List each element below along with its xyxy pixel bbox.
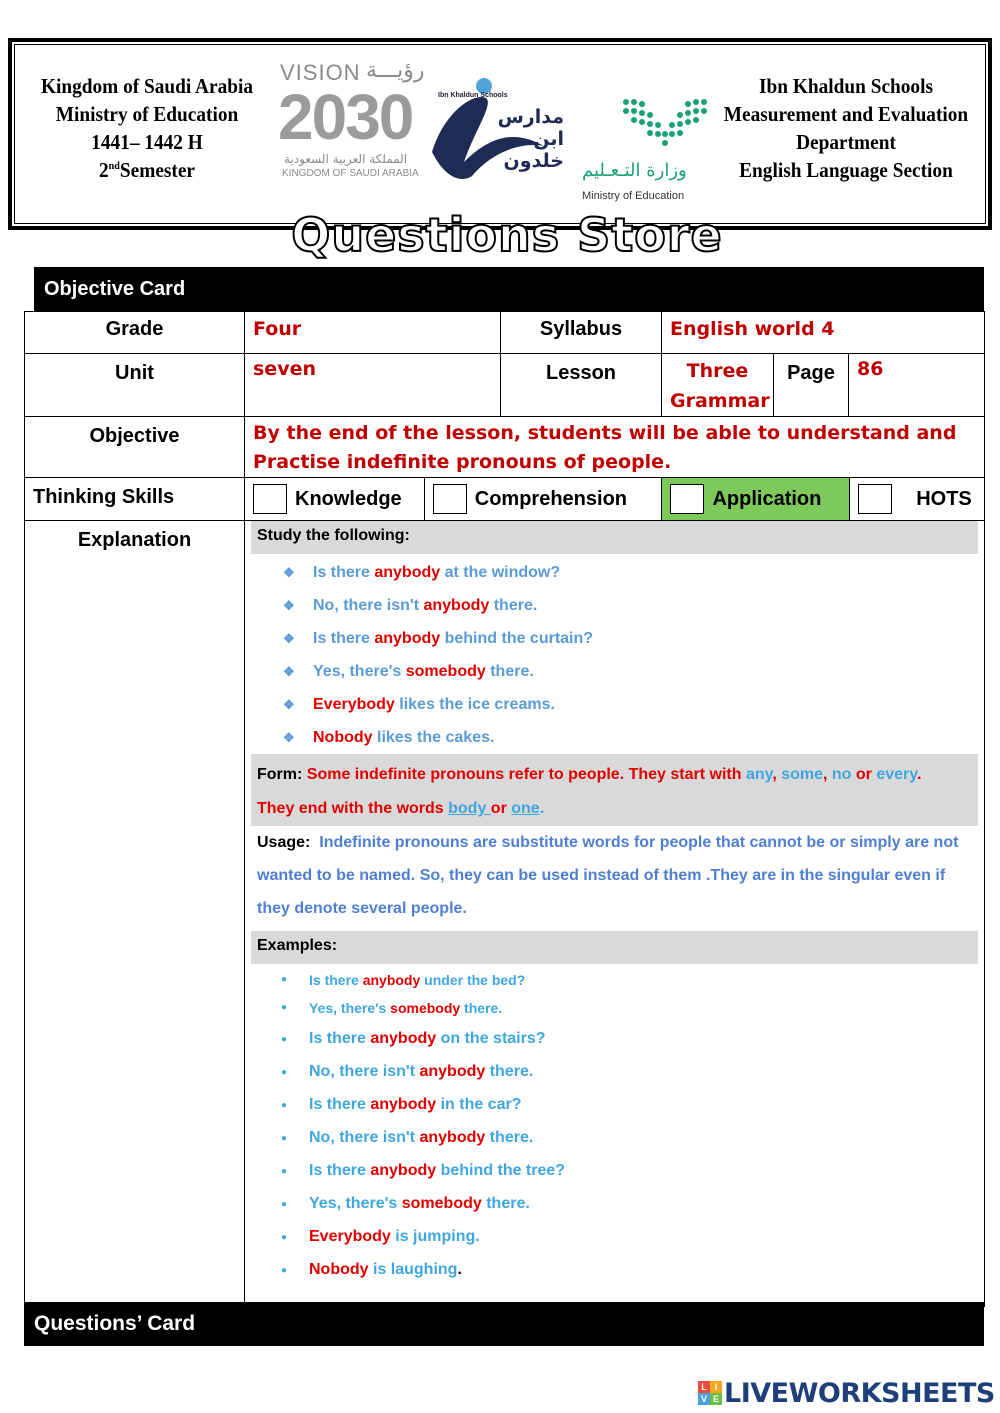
objective-card-bar: Objective Card [34, 267, 984, 311]
example-text: No, there isn't [309, 1063, 420, 1080]
examples-heading: Examples: [251, 931, 978, 964]
icon-letter: V [698, 1393, 710, 1405]
list-item [245, 1055, 984, 1088]
study-list [245, 556, 984, 754]
moe-arabic: وزارة التـعـليم [582, 160, 687, 181]
questions-card-bar: Questions’ Card [24, 1302, 984, 1346]
lesson-value-line: Grammar [670, 390, 770, 412]
vision-2030-logo [274, 56, 425, 179]
skill-label: Comprehension [474, 487, 628, 510]
form-text: They end with the words [257, 800, 449, 817]
example-text: on the stairs? [436, 1030, 546, 1047]
school-small-text: Ibn Khaldun Schools [438, 92, 508, 99]
skill-checkbox[interactable] [858, 484, 892, 514]
study-pronoun: Everybody [313, 696, 395, 713]
example-text: Is there [309, 1030, 371, 1047]
semester-number: 2 [98, 158, 109, 182]
study-text: there. [485, 663, 534, 680]
example-period: . [457, 1261, 462, 1278]
example-pronoun: Everybody [309, 1228, 391, 1245]
list-item [245, 1187, 984, 1220]
skill-label: HOTS [916, 487, 972, 510]
skill-checkbox[interactable] [670, 484, 704, 514]
header-left-line: Kingdom of Saudi Arabia [40, 74, 254, 98]
liveworksheets-logo[interactable] [698, 1377, 995, 1409]
study-pronoun: anybody [374, 630, 441, 647]
example-text: No, there isn't [309, 1129, 420, 1146]
form-some: some [781, 766, 824, 783]
usage-block: Usage: Indefinite pronouns are substitute words for people that cannot be or simply are not wanted to be named. So, they can be used instead of them .They are in the singular even if they denote several people. [257, 834, 959, 917]
skill-checkbox[interactable] [433, 484, 467, 514]
thinking-skills-options [245, 478, 985, 521]
list-item [245, 1022, 984, 1055]
study-text: likes the ice creams. [394, 696, 555, 713]
example-pronoun: anybody [370, 1030, 437, 1047]
skill-application[interactable] [662, 478, 850, 520]
header-left-line: Ministry of Education [55, 102, 239, 126]
objective-label: Objective [25, 417, 245, 478]
page-value: 86 [849, 354, 985, 417]
syllabus-label: Syllabus [501, 312, 662, 354]
vision-english-country: KINGDOM OF SAUDI ARABIA [282, 168, 419, 179]
thinking-skills-label: Thinking Skills [25, 478, 245, 521]
example-pronoun: Nobody [309, 1261, 369, 1278]
form-label: Form [257, 766, 297, 783]
skill-label: Knowledge [295, 487, 402, 510]
school-arabic-line: ابن خلدون [503, 128, 564, 172]
ibn-khaldun-logo [424, 72, 564, 192]
example-text: there. [485, 1129, 534, 1146]
vision-arabic-word: رؤيـــة [366, 58, 425, 83]
list-item [245, 622, 984, 655]
icon-letter: I [710, 1381, 722, 1393]
school-header [8, 38, 992, 262]
usage-label: Usage [257, 834, 306, 851]
example-text: Is there [309, 972, 363, 988]
list-item [245, 966, 984, 994]
list-item [245, 589, 984, 622]
form-block: Form: Some indefinite pronouns refer to people. They start with any, some, no or every. They end with the words body or one. [251, 754, 978, 826]
study-pronoun: anybody [423, 597, 490, 614]
form-or: or [855, 766, 872, 783]
form-text: Some indefinite pronouns refer to people. They start with [306, 766, 746, 783]
study-text: likes the cakes. [372, 729, 495, 746]
example-pronoun: somebody [390, 1000, 461, 1016]
school-arabic-name [492, 106, 564, 172]
lesson-value-line: Three [686, 360, 749, 382]
form-any: any [745, 766, 773, 783]
study-text: Is there [313, 630, 375, 647]
study-pronoun: anybody [374, 564, 441, 581]
moe-english: Ministry of Education [582, 190, 685, 202]
thinking-skills-row [25, 478, 985, 521]
list-item [245, 556, 984, 589]
objective-value: By the end of the lesson, students will be able to understand and Practise indefinite pronouns of people. [245, 417, 985, 478]
list-item [245, 721, 984, 754]
study-text: behind the curtain? [440, 630, 594, 647]
lesson-value [662, 354, 774, 417]
semester-word: Semester [119, 158, 196, 182]
example-pronoun: anybody [362, 972, 421, 988]
example-text: Yes, there's [309, 1000, 391, 1016]
moe-dots-icon [618, 94, 718, 154]
study-heading: Study the following: [251, 521, 978, 554]
list-item [245, 1253, 984, 1286]
example-pronoun: anybody [419, 1063, 486, 1080]
grade-row [25, 312, 985, 354]
school-arabic-line: مدارس [497, 106, 564, 128]
semester-suffix: nd [108, 160, 120, 172]
list-item [245, 688, 984, 721]
list-item [245, 1121, 984, 1154]
examples-list [245, 966, 984, 1286]
study-text: No, there isn't [313, 597, 424, 614]
form-no: no [831, 766, 852, 783]
example-pronoun: anybody [419, 1129, 486, 1146]
example-text: under the bed? [420, 972, 526, 988]
example-text: in the car? [436, 1096, 522, 1113]
header-left-line: 1441– 1442 H [91, 130, 203, 154]
icon-letter: E [710, 1393, 722, 1405]
example-pronoun: anybody [370, 1096, 437, 1113]
explanation-row [25, 521, 985, 1307]
header-right-line: English Language Section [739, 158, 953, 182]
study-pronoun: somebody [405, 663, 486, 680]
syllabus-value: English world 4 [662, 312, 985, 354]
explanation-content [245, 521, 985, 1307]
unit-label: Unit [25, 354, 245, 417]
skill-checkbox[interactable] [253, 484, 287, 514]
objective-row [25, 417, 985, 478]
icon-letter: L [698, 1381, 710, 1393]
header-right-line: Ibn Khaldun Schools [759, 74, 933, 98]
usage-text: Indefinite pronouns are substitute words for people that cannot be or simply are not wanted to be named. So, they can be used instead of them .They are in the singular even if they denote several people. [257, 834, 959, 917]
form-or: or [490, 800, 507, 817]
vision-word: VISION [280, 60, 361, 85]
list-item [245, 1088, 984, 1121]
example-pronoun: somebody [401, 1195, 482, 1212]
unit-row [25, 354, 985, 417]
header-left-block [32, 72, 262, 184]
form-body: body [448, 800, 491, 817]
skill-label: Application [712, 487, 822, 510]
list-item [245, 1220, 984, 1253]
explanation-label: Explanation [25, 521, 245, 1307]
example-text: is laughing [368, 1261, 458, 1278]
study-pronoun: Nobody [313, 729, 373, 746]
grade-value: Four [245, 312, 501, 354]
study-text: Yes, there's [313, 663, 406, 680]
grade-label: Grade [25, 312, 245, 354]
example-text: there. [460, 1000, 503, 1016]
list-item [245, 994, 984, 1022]
example-text: is jumping. [390, 1228, 480, 1245]
header-right-line: Department [796, 130, 896, 154]
ministry-of-education-logo [578, 94, 728, 214]
semester-line [32, 156, 262, 184]
example-text: behind the tree? [436, 1162, 566, 1179]
header-right-block [717, 72, 975, 184]
list-item [245, 655, 984, 688]
example-pronoun: anybody [370, 1162, 437, 1179]
study-text: there. [489, 597, 538, 614]
form-one: one [511, 800, 540, 817]
liveworksheets-icon [698, 1381, 722, 1405]
study-text: at the window? [440, 564, 561, 581]
example-text: Is there [309, 1096, 371, 1113]
vision-number: 2030 [278, 81, 413, 153]
liveworksheets-brand: LIVEWORKSHEETS [724, 1377, 995, 1409]
skill-comprehension[interactable] [425, 478, 663, 520]
header-right-line: Measurement and Evaluation [723, 102, 969, 126]
list-item [245, 1154, 984, 1187]
study-text: Is there [313, 564, 375, 581]
example-text: Is there [309, 1162, 371, 1179]
questions-store-title: Questions Store [291, 208, 723, 262]
example-text: there. [485, 1063, 534, 1080]
skill-knowledge[interactable] [245, 478, 425, 520]
example-text: Yes, there's [309, 1195, 402, 1212]
objective-card-table [24, 311, 985, 1307]
page-label: Page [774, 354, 849, 417]
form-every: every [876, 766, 917, 783]
example-text: there. [481, 1195, 530, 1212]
vision-arabic-country: المملكة العربية السعودية [284, 152, 408, 166]
unit-value: seven [245, 354, 501, 417]
lesson-label: Lesson [501, 354, 662, 417]
skill-hots[interactable] [850, 478, 984, 520]
